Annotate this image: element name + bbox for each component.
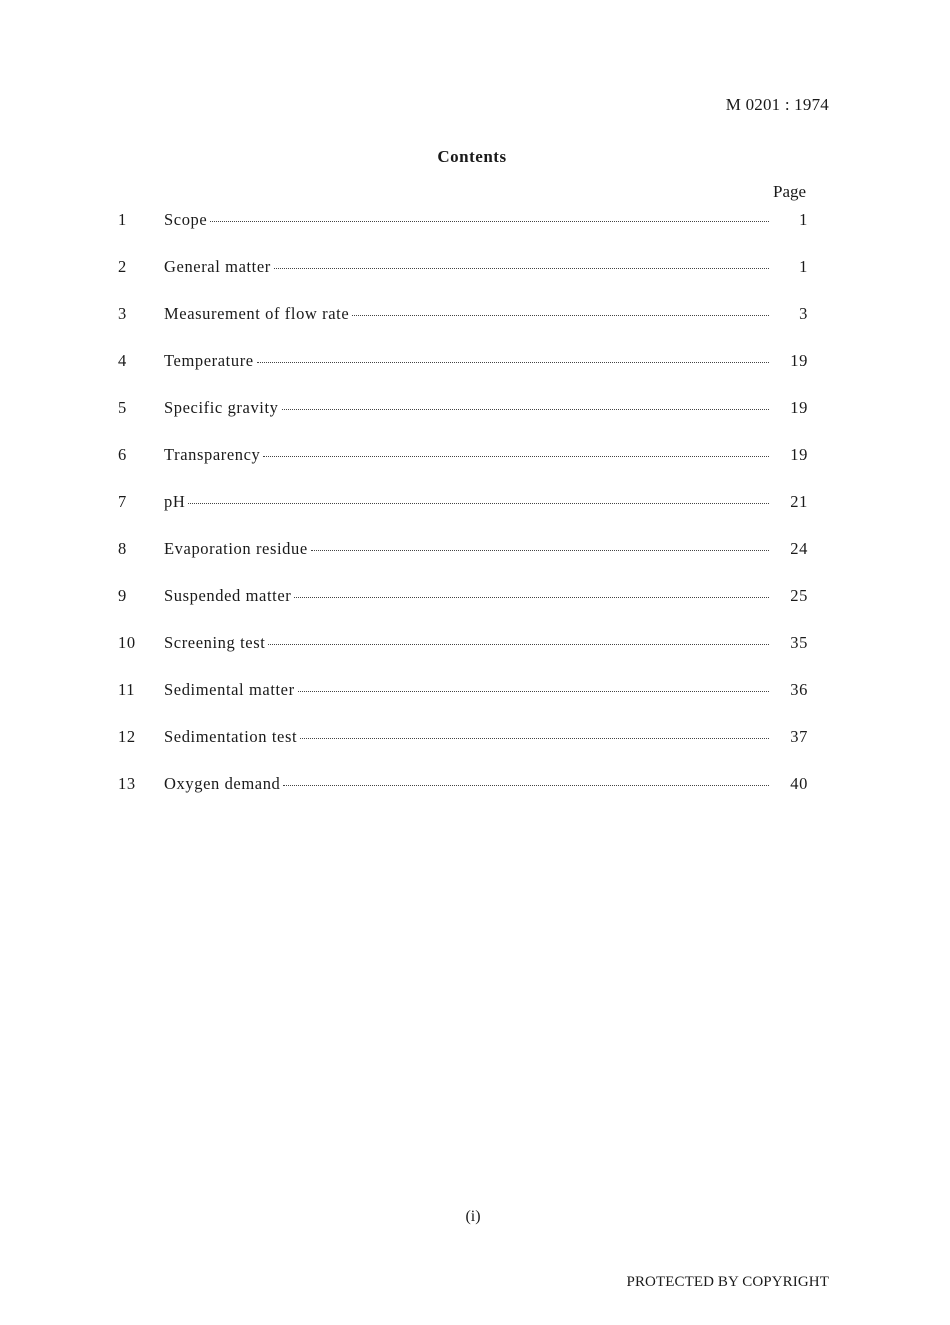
toc-entry-number: 6 bbox=[118, 445, 127, 464]
toc-entry-label: Evaporation residue bbox=[164, 539, 308, 558]
leader-dots bbox=[188, 502, 769, 504]
leader-dots bbox=[352, 314, 769, 316]
toc-entry bbox=[118, 586, 818, 633]
toc-entry-number: 11 bbox=[118, 680, 136, 699]
leader-dots bbox=[263, 455, 769, 457]
toc-entry-page: 19 bbox=[790, 351, 808, 370]
toc-entry-page: 24 bbox=[790, 539, 808, 558]
toc-entry-number: 13 bbox=[118, 774, 136, 793]
toc-entry-number: 3 bbox=[118, 304, 127, 323]
toc-entry-number: 2 bbox=[118, 257, 127, 276]
toc-entry-page: 35 bbox=[790, 633, 808, 652]
toc-entry-page: 19 bbox=[790, 445, 808, 464]
toc-entry-label: Transparency bbox=[164, 445, 261, 464]
toc-entry bbox=[118, 351, 818, 398]
toc-entry-number: 1 bbox=[118, 210, 127, 229]
leader-dots bbox=[274, 267, 769, 269]
toc-entry-page: 19 bbox=[790, 398, 808, 417]
leader-dots bbox=[294, 596, 769, 598]
toc-entry bbox=[118, 539, 818, 586]
toc-entry-number: 4 bbox=[118, 351, 127, 370]
toc-entry-label: Sedimental matter bbox=[164, 680, 295, 699]
toc-entry-number: 8 bbox=[118, 539, 127, 558]
toc-entry-label: Suspended matter bbox=[164, 586, 292, 605]
toc-entry bbox=[118, 774, 818, 821]
toc-entry-page: 40 bbox=[790, 774, 808, 793]
toc-entry-label: pH bbox=[164, 492, 186, 511]
toc-entry-page: 25 bbox=[790, 586, 808, 605]
toc-entry bbox=[118, 633, 818, 680]
table-of-contents bbox=[118, 210, 818, 821]
toc-entry-page: 1 bbox=[799, 257, 808, 276]
document-id: M 0201 : 1974 bbox=[725, 95, 829, 114]
leader-dots bbox=[300, 737, 769, 739]
toc-entry-page: 21 bbox=[790, 492, 808, 511]
leader-dots bbox=[298, 690, 769, 692]
leader-dots bbox=[282, 408, 769, 410]
leader-dots bbox=[210, 220, 769, 222]
toc-entry-label: Oxygen demand bbox=[164, 774, 281, 793]
leader-dots bbox=[311, 549, 769, 551]
leader-dots bbox=[268, 643, 769, 645]
toc-entry-number: 7 bbox=[118, 492, 127, 511]
toc-entry-number: 12 bbox=[118, 727, 136, 746]
toc-entry-page: 36 bbox=[790, 680, 808, 699]
toc-entry-label: Measurement of flow rate bbox=[164, 304, 350, 323]
toc-entry bbox=[118, 727, 818, 774]
toc-entry-label: Scope bbox=[164, 210, 208, 229]
toc-entry bbox=[118, 257, 818, 304]
toc-entry-number: 10 bbox=[118, 633, 136, 652]
toc-entry bbox=[118, 445, 818, 492]
toc-entry-page: 1 bbox=[799, 210, 808, 229]
toc-entry-label: Screening test bbox=[164, 633, 266, 652]
page-title: Contents bbox=[437, 147, 507, 166]
copyright-notice: PROTECTED BY COPYRIGHT bbox=[626, 1274, 829, 1290]
toc-entry-number: 5 bbox=[118, 398, 127, 417]
toc-entry-label: Sedimentation test bbox=[164, 727, 298, 746]
page-column-heading: Page bbox=[773, 182, 807, 201]
toc-entry-page: 3 bbox=[799, 304, 808, 323]
toc-entry-label: Specific gravity bbox=[164, 398, 279, 417]
toc-entry bbox=[118, 398, 818, 445]
toc-entry bbox=[118, 210, 818, 257]
toc-entry bbox=[118, 492, 818, 539]
toc-entry-number: 9 bbox=[118, 586, 127, 605]
toc-entry bbox=[118, 680, 818, 727]
toc-entry-label: Temperature bbox=[164, 351, 254, 370]
toc-entry-page: 37 bbox=[790, 727, 808, 746]
leader-dots bbox=[257, 361, 769, 363]
leader-dots bbox=[283, 784, 769, 786]
page-folio: (i) bbox=[465, 1208, 481, 1225]
toc-entry-label: General matter bbox=[164, 257, 271, 276]
toc-entry bbox=[118, 304, 818, 351]
